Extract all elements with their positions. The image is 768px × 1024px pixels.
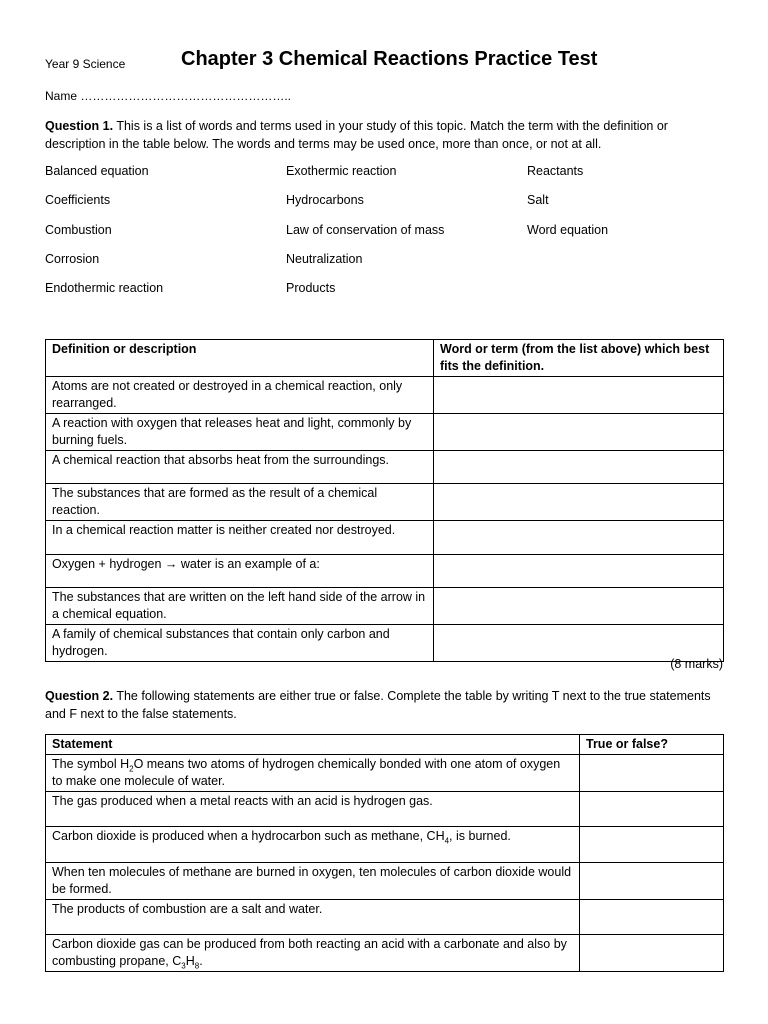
name-field[interactable]: Name …………………………………………….. [45, 89, 292, 103]
column-header-definition: Definition or description [46, 340, 434, 377]
definition-cell: The substances that are formed as the result of a chemical reaction. [46, 484, 434, 521]
answer-cell[interactable] [434, 484, 724, 521]
column-header-term: Word or term (from the list above) which best fits the definition. [434, 340, 724, 377]
marks-label: (8 marks) [670, 657, 723, 671]
answer-cell[interactable] [434, 414, 724, 451]
answer-cell[interactable] [580, 827, 724, 862]
term: Neutralization [286, 251, 363, 266]
question-2-label: Question 2. [45, 689, 114, 703]
table-row [46, 862, 724, 899]
table-row [46, 792, 724, 827]
true-false-table [45, 734, 724, 972]
term: Hydrocarbons [286, 193, 364, 208]
table-row [46, 414, 724, 451]
definition-cell: The substances that are written on the left hand side of the arrow in a chemical equation. [46, 587, 434, 624]
table-header-row [46, 340, 724, 377]
column-header-statement: Statement [46, 735, 580, 755]
table-row [46, 934, 724, 971]
term: Reactants [527, 164, 584, 178]
definition-cell: Atoms are not created or destroyed in a chemical reaction, only rearranged. [46, 377, 434, 414]
term: Word equation [527, 222, 609, 237]
definition-cell: In a chemical reaction matter is neither created nor destroyed. [46, 521, 434, 554]
answer-cell[interactable] [434, 587, 724, 624]
subject-label: Year 9 Science [45, 57, 126, 71]
term-row [45, 252, 723, 281]
answer-cell[interactable] [434, 624, 724, 661]
table-row [46, 624, 724, 661]
column-header-true-false: True or false? [580, 735, 724, 755]
table-row [46, 377, 724, 414]
question-1-text: This is a list of words and terms used in your study of this topic. Match the term with the definition or description in the table below. The words and terms may be used once, more than once, or not at all. [45, 119, 668, 151]
table-row [46, 484, 724, 521]
term: Combustion [45, 222, 112, 237]
definition-cell: A chemical reaction that absorbs heat from the surroundings. [46, 451, 434, 484]
statement-cell: When ten molecules of methane are burned in oxygen, ten molecules of carbon dioxide would be formed. [46, 862, 580, 899]
question-2-prompt [45, 687, 723, 723]
term: Salt [527, 193, 549, 208]
table-row [46, 827, 724, 862]
statement-cell: Carbon dioxide gas can be produced from both reacting an acid with a carbonate and also by combusting propane, $C_3H_8$. [46, 934, 580, 971]
page-title: Chapter 3 Chemical Reactions Practice Test [181, 48, 598, 70]
answer-cell[interactable] [580, 755, 724, 792]
answer-cell[interactable] [434, 451, 724, 484]
answer-cell[interactable] [580, 862, 724, 899]
question-1-prompt [45, 117, 723, 153]
table-row [46, 899, 724, 934]
table-row [46, 554, 724, 587]
definition-cell: A reaction with oxygen that releases heat and light, commonly by burning fuels. [46, 414, 434, 451]
table-row [46, 451, 724, 484]
definition-cell: A family of chemical substances that contain only carbon and hydrogen. [46, 624, 434, 661]
statement-cell: The gas produced when a metal reacts with an acid is hydrogen gas. [46, 792, 580, 827]
term: Balanced equation [45, 164, 149, 178]
term-row [45, 193, 723, 222]
term: Corrosion [45, 251, 100, 266]
table-row [46, 755, 724, 792]
answer-cell[interactable] [434, 521, 724, 554]
term: Exothermic reaction [286, 164, 397, 178]
term-row [45, 281, 723, 310]
table-row [46, 587, 724, 624]
term: Law of conservation of mass [286, 222, 445, 237]
statement-cell: Carbon dioxide is produced when a hydrocarbon such as methane, $CH_4$, is burned. [46, 827, 580, 862]
answer-cell[interactable] [580, 934, 724, 971]
table-header-row [46, 735, 724, 755]
term-row [45, 223, 723, 252]
table-row [46, 521, 724, 554]
answer-cell[interactable] [434, 554, 724, 587]
term: Coefficients [45, 193, 111, 208]
answer-cell[interactable] [434, 377, 724, 414]
term-list [45, 164, 723, 310]
definition-table [45, 339, 724, 662]
answer-cell[interactable] [580, 899, 724, 934]
header [45, 48, 723, 78]
term-row [45, 164, 723, 193]
question-2-text: The following statements are either true or false. Complete the table by writing T next to the true statements and F next to the false statements. [45, 689, 711, 721]
statement-cell: The products of combustion are a salt and water. [46, 899, 580, 934]
statement-cell: The symbol $H_2O$ means two atoms of hydrogen chemically bonded with one atom of oxygen to make one molecule of water. [46, 755, 580, 792]
definition-cell: Oxygen + hydrogen → water is an example of a: [46, 554, 434, 587]
answer-cell[interactable] [580, 792, 724, 827]
term: Endothermic reaction [45, 281, 164, 296]
term: Products [286, 281, 336, 296]
question-1-label: Question 1. [45, 119, 114, 133]
